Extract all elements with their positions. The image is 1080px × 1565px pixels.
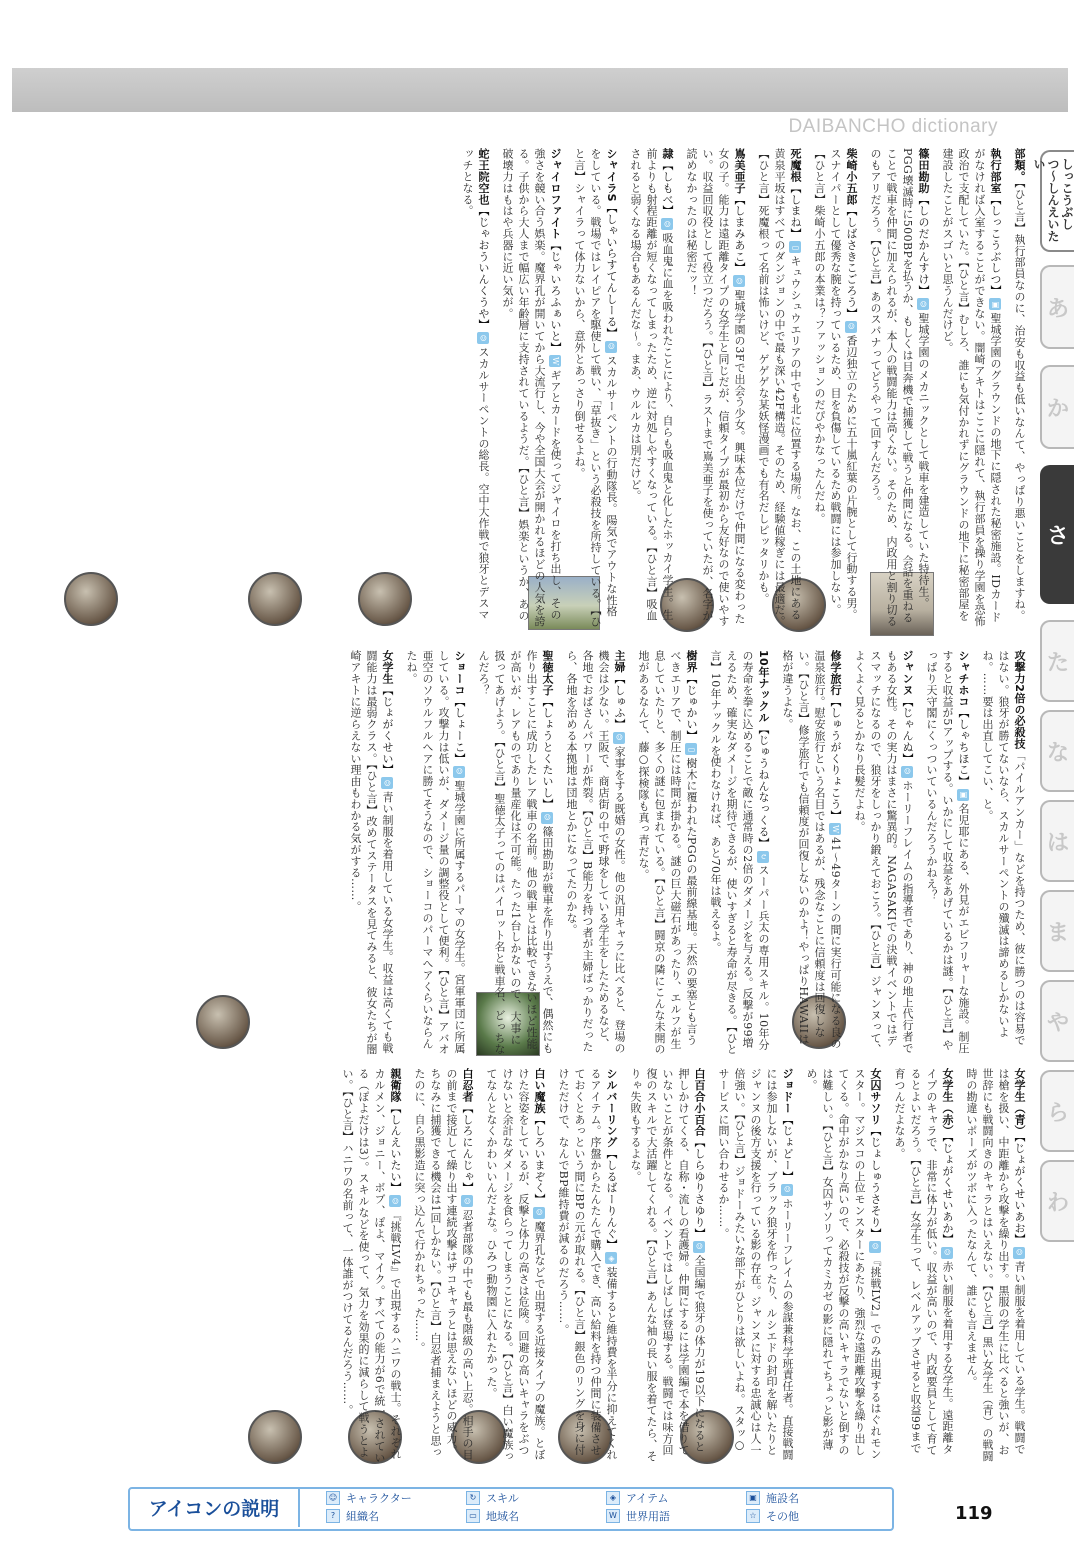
- character-icon: ☺: [391, 1196, 400, 1207]
- dictionary-entry: ジャイロファイト【じゃいろふぁいと】Wギアとカードを使ってジャイロを打ち出し、その強さを競い合う娯楽。魔界孔が開いてから大流行し、今や全国大会が開かれるほどの人気を誇る。子供から大人まで幅広い年齢層に支持されているようだ。【ひと言】娯楽というか、あの破壊力はもはや兵器に近い気が。: [501, 148, 562, 627]
- skill-icon: ↻: [757, 851, 769, 863]
- jaouin-portrait: [64, 572, 118, 626]
- tab-ha[interactable]: は: [1040, 800, 1074, 882]
- header-band: [12, 68, 1068, 112]
- entries-bottom-band: [112, 1068, 1027, 1463]
- dictionary-entry: 修学旅行【しゅうがくりょこう】W41〜49ターンの間に実行可能になる良の温泉旅行。慰安旅行という名目ではあるが、残念なことに信頼度は回復しない。【ひと言】修学旅行でも信頼度が回復しないのかよ！やっぱりHAWAIIは格が違うよな。: [781, 650, 842, 1050]
- character-icon: ☺: [463, 1196, 472, 1207]
- dictionary-entry: 白忍者【しろにんじゃ】☺忍者部隊の中でも最も階級の高い上忍。相手の目の前まで接近して繰り出す連続攻撃はザコキャラとは思えないほどの威力。ちなみに捕獲できる機会は1回しかない。【ひと言】白忍者捕まえようと思ったのに、自ら黒影造に突っ込んで行かれちゃった……。: [413, 1068, 474, 1461]
- world-term-icon: W: [831, 824, 840, 834]
- dictionary-label: DAIBANCHO dictionary: [788, 116, 998, 137]
- tab-ya[interactable]: や: [1040, 980, 1074, 1062]
- dictionary-entry: ショーコ【しょーこ】☺聖城学園に所属するパーマの女学生。宮軍軍団に所属している。攻撃力は低いが、ダメージ量の調整役として便利。【ひと言】アバオ亜空のソウルフルへアに勝てそうなので、ショーコのパーマへアくらいならんたね。: [405, 650, 466, 1055]
- dictionary-entry: 白い魔族【しろいまぞく】☺魔界孔などで出現する近接タイプの魔族。とぼけた容姿をしているが、反撃と体力の高さは危険。回避の高いキャラをぶつけないと余計なダメージを食らってしまうことになる。【ひと言】白い魔族ってなんとなくかわいいんだよな。ひみつ動物園に入れたかった。: [485, 1068, 546, 1462]
- dictionary-entry: ジョドー【じょどー】☺ホーリーフレイムの参謀兼科学班責任者。直接戦闘には参加しないが、ブラック狼牙を作ったり、ルシエドの封印を解いたりとジャンヌの後方支援を行っている影の存在。ジャンヌに対する忠誠心は人一倍強い。【ひと言】ジョドーみたいな部下がひとりは欲しいよね。スタッ○サービスに問い合わせるか……。: [717, 1068, 794, 1461]
- page-number: 119: [955, 1503, 993, 1524]
- legend-item-character: ☺ キャラクター: [326, 1489, 466, 1507]
- dictionary-entry: シャイラS【しゃいらすてんしーる】☺スカルサーペントの行動隊長。陽気でアウトな性格をしている。戦場ではレイピアを駆使して戦い、「草抜き」という必殺技を所持している。【ひと言】シャイラって体力ないから、意外とあっさり倒せるよね。: [573, 148, 618, 628]
- character-icon: ☺: [783, 1185, 792, 1195]
- tab-na[interactable]: な: [1040, 710, 1074, 792]
- dictionary-entry: 10年ナックル【じゅうねんなっくる】↻スーパー兵太の専用スキル。10年分の寿命を拳に込めることで敵に通常時の2倍のダメージを与える。反撃が99増えるため、確実なダメージを期待できるが、使いすぎると寿命が尽きる。【ひと言】10年ナックルを使わなければ、あと70年は戦えるよ。: [709, 650, 770, 1055]
- tab-sa[interactable]: さ: [1040, 465, 1074, 604]
- character-icon: ☺: [326, 1491, 340, 1505]
- character-icon: ☺: [535, 1208, 544, 1218]
- tab-wa[interactable]: わ: [1040, 1160, 1074, 1242]
- other-icon: ☆: [746, 1509, 760, 1523]
- tab-ta[interactable]: た: [1040, 620, 1074, 702]
- world-term-icon: W: [551, 356, 560, 366]
- dictionary-entry: 嶌美亜子【しまみあこ】☺聖城学園の3Fで出会う少女。興味本位だけで仲間になる変わった女の子。能力は遠距離タイプの女学生と同じだが、信頼タイプが最初から友好なので使いやすい。収益回収役として役立つだろう。【ひと言】ラストまで嶌美亜子を使っていたが、名字が読めなかったのは秘密だッ！: [685, 148, 746, 627]
- dictionary-entry: 隷【しもべ】☺吸血鬼に血を吸われたことにより、自らも吸血鬼と化したホッカイ学生。生前よりも射程距離が短くなってしまったため、逆に対処しやすくなっている。【ひと言】吸血されると弱くなる場合もあるんだな〜。まあ、ウルルカは別だけど。: [629, 148, 674, 622]
- dictionary-entry: シャチホコ【しゃちほこ】▣名児耶にある、外見がエビフリャーな施設。制圧すると収益が5アップする。いかにして収益をあげているかは謎。【ひと言】やっぱり天守閣にくっついているんだろうかねえ？: [925, 650, 970, 1054]
- character-icon: ☺: [919, 299, 928, 309]
- character-icon: ☺: [479, 333, 488, 344]
- character-icon: ☺: [543, 812, 552, 823]
- tab-ka[interactable]: か: [1040, 365, 1074, 449]
- organization-icon: ?: [326, 1509, 340, 1523]
- icon-legend-title: アイコンの説明: [130, 1487, 300, 1527]
- tab-ma[interactable]: ま: [1040, 890, 1074, 972]
- character-icon: ☺: [1015, 1248, 1024, 1258]
- facility-icon: ▣: [746, 1491, 760, 1505]
- dictionary-entry: 攻撃力2倍の必殺技「パイルアンカー」などを持つため、彼に勝つのは容易ではない。狼牙が勝てないなら、スカルサーペントの殲滅は諦めるしかないよね。……要は出直してこい、と。: [981, 650, 1026, 1046]
- character-icon: ☺: [695, 1242, 704, 1252]
- character-icon: ☺: [847, 322, 856, 332]
- character-icon: ☺: [383, 778, 392, 789]
- place-icon: ▭: [687, 744, 696, 754]
- dictionary-entry: 女学生（青）【じょがくせいあお】☺青い制服を着用している学生。戦闘では槍を扱い、中距離から攻撃を繰り出す。黒服の学生に比べると強いが、お世辞にも戦闘向きのキャラとはいえない。【ひと言】黒い女学生（青）の戦闘時の勘違いポーズがツボに入ったなんて、誰にも言えません。: [965, 1068, 1026, 1462]
- character-icon: ☺: [943, 1248, 952, 1258]
- dictionary-entry: 柴崎小五郎【しばさきこごろう】☺香辺独立のために五十嵐紅葉の片腕として行動する男。スナイパーとして優秀な腕を持っているため、目を負傷しているため戦闘には参加しない。【ひと言】柴崎小五郎の本業は？ファッションのだぴやかなったんだね。: [813, 148, 858, 620]
- dictionary-entry: 女囚サソリ【じょしゅうさそり】☺『挑戦LV2』でのみ出現するはぐれモンスター。マジスコの上位モンスターにあたり、強烈な遠距離攻撃を繰り出してくる。命中がかなり高いので、必殺技が反撃の高いキャラでないと倒すのは難しい。【ひと言】女囚サソリってカミカゼの影に隠れてちょっと影が薄め。: [805, 1068, 882, 1460]
- dictionary-entry: 樹界【じゅかい】▭樹木に覆われたPGGの最前線基地。天然の要塞とも言うべきエリアで、制圧には時間が掛かる。謎の巨大磁石があったり、エルフが生息していたりと、多くの謎に包まれている。【ひと言】闘京の隣にこんな未開の地があるなんて、藤○探検隊も真っ青だな。: [637, 650, 698, 1055]
- legend-item-skill: ↻ スキル: [466, 1489, 606, 1507]
- dictionary-entry: ジャンヌ【じゃんぬ】☺ホーリーフレイムの指導者であり、神の地上代行者でもある女性。その実力はまさに驚異的。NAGASAKIでの決戦イベントではデスマッチになるので、狼牙をしっかり鍛えておこう。【ひと言】ジャンヌって、よくよく見るとかなり長髪だよね。: [853, 650, 914, 1055]
- legend-item-organization: ? 組織名: [326, 1507, 466, 1525]
- character-icon: ☺: [455, 767, 464, 777]
- dictionary-entry: 執行部室【しっこうぶしつ】▣聖城学園のグラウンドの地下に隠された秘密施設。IDカードがなければ入室することができない。闇崎アキトはここに隠れて、執行部員を操り学園を恐怖政治で支配していた。【ひと言】むしろ、誰にも気付かれずにグラウンドの地下に秘密部屋を建設したことがスゴいと思うんだけど。: [941, 148, 1002, 627]
- tab-a[interactable]: あ: [1040, 265, 1074, 349]
- dictionary-entry: 篠田勘助【しのだかんすけ】☺聖城学園のメカニックとして戦車を建造していた特待生。PGG壊滅時に500BPを払うか、もしくは目奔機で捕獲して戦うと仲間になる。会話を重ねることで戦車を仲間に加えられるが、本人の戦闘能力は高くない。そのため、内政用と割り切るのもアリだろう。【ひと言】あのスパナってどうやって回すんだろう。: [869, 148, 930, 627]
- dictionary-entry: 白百合小百合【しらゆりさゆり】☺全国編で狼牙の体力が19以下になると押しかけてくる、自称・流しの看護婦。仲間にするには学園編で本を借りていないことが条件となる。イベントではしばしば登場する。戦闘では味方回復のスキルで大活躍してくれる。【ひと言】あんな袖の長い服を着てたら、そりゃ失敗もするよな。: [629, 1068, 706, 1462]
- dictionary-entry: 女学生（赤）【じょがくせいあか】☺赤い制服を着用する女学生。遠距離タイプのキャラで、非常に体力が低い。収益が高いので、内政要員として育てるとよいだろう。【ひと言】女学生って、レベルアップさせると収益99まで育つんだよなあ。: [893, 1068, 954, 1456]
- facility-icon: ▣: [959, 790, 968, 800]
- dictionary-entry: 親衛隊【しんえいたい】☺『挑戦LV4』で出現するハニワの戦士。それぞれカルメン、ジョニー、ボブ、ぽよ、マイク。すべての能力が6で統一されている（ぽよだけは3）。スキルなどを使って、気力を効果的に減らして戦うとよい。【ひと言】ハニワの名前って、一体誰がつけてるんだろう……。: [341, 1068, 402, 1463]
- icon-legend-grid: [326, 1489, 886, 1525]
- item-icon: ◈: [606, 1491, 620, 1505]
- character-icon: ☺: [615, 733, 624, 743]
- skill-icon: ↻: [466, 1491, 480, 1505]
- legend-item-facility: ▣ 施設名: [746, 1489, 886, 1507]
- dictionary-entry: 聖徳太子【しょうとくたいし】☺篠田勘助が戦車を作り出すうえで、偶然にも作り出すことに成功したレア戦車の名前。他の戦車とは比較できないほど性能が高いが、レアものであり量産化は不可能。たった1台しかないので、大事に扱ってあげよう。【ひと言】聖徳太子ってのはパイロット名と戦車名、どっちなんだろ？: [477, 650, 554, 1055]
- legend-item-world-term: W 世界用語: [606, 1507, 746, 1525]
- character-icon: ☺: [903, 767, 912, 777]
- world-term-icon: W: [606, 1509, 620, 1523]
- place-icon: ▭: [791, 242, 800, 252]
- entries-middle-band: [112, 650, 1027, 1055]
- legend-item-other: ☆ その他: [746, 1507, 886, 1525]
- character-icon: ☺: [871, 1242, 880, 1252]
- character-icon: ☺: [735, 276, 744, 287]
- item-icon: ◈: [607, 1253, 616, 1264]
- dictionary-entry: 女学生【じょがくせい】☺青い制服を着用している女学生。収益は高くても戦闘能力は最弱クラス。【ひと言】改めてステータスを見てみると、彼女たちが闇崎アキトに逆らえない理由もわかる気がする……。: [349, 650, 394, 1055]
- facility-icon: ▣: [991, 299, 1000, 309]
- legend-item-place: ▭ 地域名: [466, 1507, 606, 1525]
- character-icon: ☺: [607, 342, 616, 352]
- dictionary-entry: 蛇王院空也【じゃおういんくうや】☺スカルサーペントの総長。空中大作戦で狼牙とデスマッチとなる。: [461, 148, 490, 621]
- tab-range-label[interactable]: しっこうぶしつ〜しんえいたい: [1040, 150, 1074, 252]
- legend-item-item: ◈ アイテム: [606, 1489, 746, 1507]
- dictionary-entry: 主婦【しゅふ】☺家事をする既婚の女性。他の汎用キャラに比べると、登場の機会は少ない。王阪で、商店街の中で野球をしている学生をしたためるなど、各地でおばさんパワーが炸裂。【ひと言】B能力を持つ者が主婦ばっかりだったら、各地を治める本拠地は団地とかになってたのかな。: [565, 650, 626, 1054]
- place-icon: ▭: [466, 1509, 480, 1523]
- dictionary-entry: 部類。【ひと言】執行部員なのに、治安も収益も低いなんて、やっぱり悪いことをしますね。: [1013, 148, 1026, 622]
- entries-top-band: [112, 148, 1027, 628]
- character-icon: ☺: [663, 219, 672, 230]
- dictionary-entry: 死魔根【しまね】▭キュウシュウエリアの中でも北に位置する場所。なお、この土地にある黄泉平坂はすべてのダンジョンの中で最も深い42F構造。そのため、経験値稼ぎには最適だ。【ひと言】死魔根って名前は怖いけど、ゲゲゲな某妖怪漫画でも有名だしピッタリかも。: [757, 148, 802, 627]
- tab-ra[interactable]: ら: [1040, 1070, 1074, 1152]
- dictionary-entry: シルバーリング【しるばーりんぐ】◈装備すると維持費を半分に抑えてくれるアイテム。序盤からたんたんで購入でき、高い給料を持つ仲間に装備させておくとあっという間にBPの元が取れる。【ひと言】銀色のリングを身に付けただけで、なんでBP維持費が減るのだろう……。: [557, 1068, 618, 1461]
